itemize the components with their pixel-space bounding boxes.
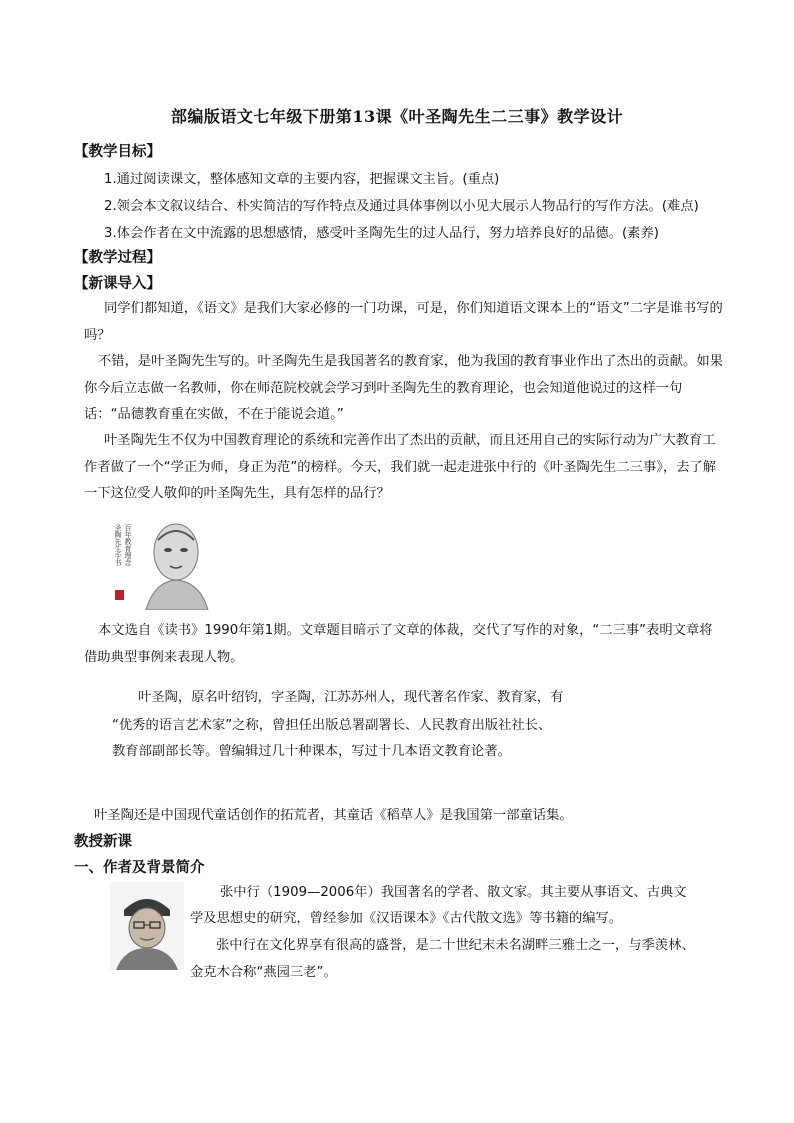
intro-paragraph-1: 同学们都知道，《语文》是我们大家必修的一门功课，可是，你们知道语文课本上的“语文”二字是谁书写的吗？	[84, 301, 723, 343]
author-line-3: 张中行在文化界享有很高的盛誉，是二十世纪末未名湖畔三雅士之一，与季羡林、	[216, 938, 695, 953]
calligraphy-left-column: 圣陶先生手书	[114, 524, 122, 566]
intro-heading: 【新课导入】	[74, 276, 161, 292]
section-1-heading: 一、作者及背景简介	[74, 860, 205, 876]
document-title: 部编版语文七年级下册第13课《叶圣陶先生二三事》教学设计	[170, 107, 624, 126]
bio-line-1: 叶圣陶，原名叶绍钧，字圣陶，江苏苏州人，现代著名作家、教育家，有	[138, 690, 564, 705]
intro-paragraph-2: 不错，是叶圣陶先生写的。叶圣陶先生是我国著名的教育家，他为我国的教育事业作出了杰出的贡献。如果你今后立志做一名教师，你在师范院校就会学习到叶圣陶先生的教育理论，也会知道他说过的这样一句话：“品德教育重在实做，不在于能说会道。”	[84, 354, 723, 422]
author-line-4: 金克木合称“燕园三老”。	[190, 965, 337, 980]
process-heading: 【教学过程】	[74, 250, 161, 266]
author-line-1: 张中行（1909—2006年）我国著名的学者、散文家。其主要从事语文、古典文	[220, 885, 687, 900]
zhang-zhongxing-portrait-image	[110, 882, 184, 970]
objective-item-3: 3.体会作者在文中流露的思想感情，感受叶圣陶先生的过人品行，努力培养良好的品德。(素养)	[104, 226, 659, 241]
author-line-2: 学及思想史的研究，曾经参加《汉语课本》《古代散文选》等书籍的编写。	[190, 911, 623, 926]
fairy-tale-paragraph: 叶圣陶还是中国现代童话创作的拓荒者，其童话《稻草人》是我国第一部童话集。	[94, 808, 573, 823]
objective-item-1: 1.通过阅读课文，整体感知文章的主要内容，把握课文主旨。(重点)	[104, 172, 500, 187]
ye-shengtao-portrait-image	[106, 510, 216, 610]
objectives-heading: 【教学目标】	[74, 144, 161, 160]
red-seal-stamp	[115, 590, 124, 600]
source-paragraph: 本文选自《读书》1990年第1期。文章题目暗示了文章的体裁，交代了写作的对象，“二三事”表明文章将借助典型事例来表现人物。	[84, 623, 713, 665]
objective-item-2: 2.领会本文叙议结合、朴实简洁的写作特点及通过具体事例以小见大展示人物品行的写作方法。(难点)	[104, 199, 699, 214]
bio-line-2: “优秀的语言艺术家”之称，曾担任出版总署副署长、人民教育出版社社长、	[112, 718, 552, 733]
bio-line-3: 教育部副部长等。曾编辑过几十种课本，写过十几本语文教育论著。	[112, 744, 511, 759]
intro-paragraph-3: 叶圣陶先生不仅为中国教育理论的系统和完善作出了杰出的贡献，而且还用自己的实际行动为广大教育工作者做了一个“学正为师，身正为范”的榜样。今天，我们就一起走进张中行的《叶圣陶先生二三事》，去了解一下这位受人敬仰的叶圣陶先生，具有怎样的品行？	[84, 433, 717, 501]
calligraphy-right-column: 百年教育理念	[124, 524, 132, 566]
new-lesson-heading: 教授新课	[74, 834, 132, 850]
